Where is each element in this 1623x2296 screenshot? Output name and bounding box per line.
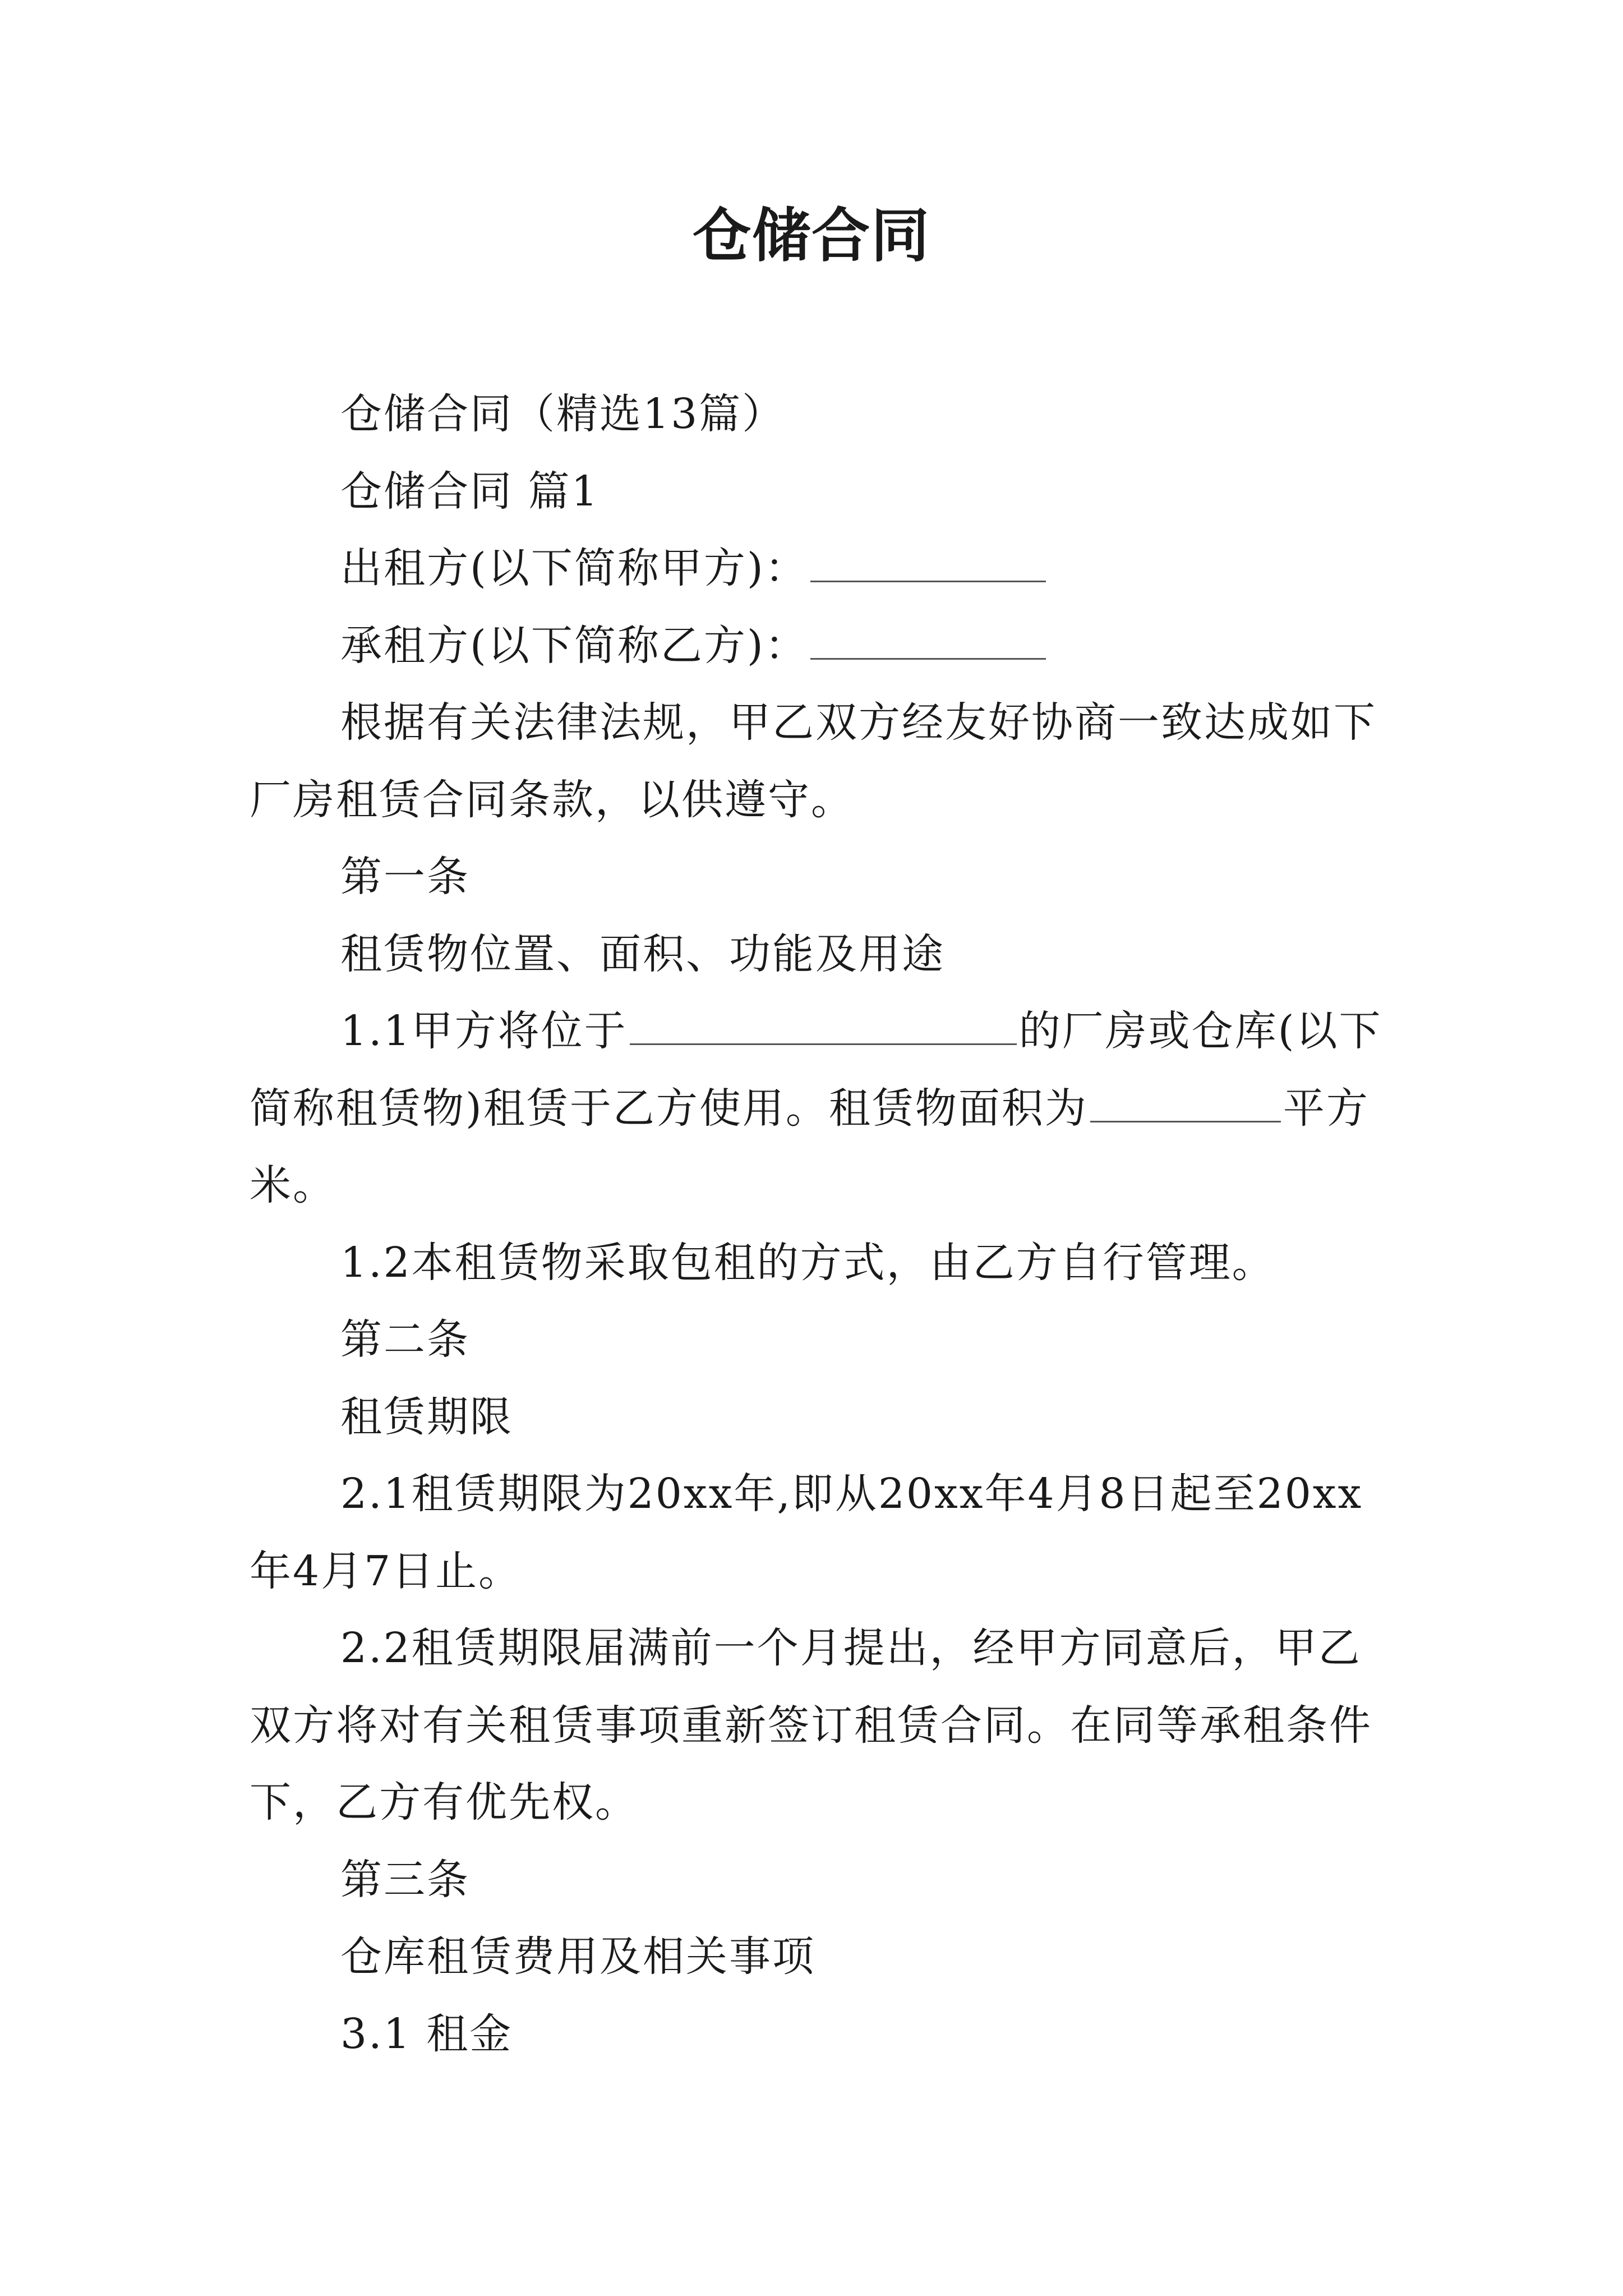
paragraph-preamble: 根据有关法律法规，甲乙双方经友好协商一致达成如下厂房租赁合同条款，以供遵守。 [250, 698, 1377, 824]
paragraph-article-3: 第三条 [340, 1855, 470, 1904]
paragraph-clause-2-2: 2.2租赁期限届满前一个月提出，经甲方同意后，甲乙双方将对有关租赁事项重新签订租赁合同。在同等承租条件下，乙方有优先权。 [250, 1624, 1372, 1826]
paragraph-section-heading: 仓储合同 篇1 [340, 467, 600, 516]
paragraph-article-2: 第二条 [340, 1315, 470, 1364]
paragraph-lessor [250, 530, 1388, 608]
clause-1-1-before: 1.1甲方将位于 [340, 1007, 628, 1055]
paragraph-clause-1-1 [250, 993, 1388, 1225]
clause-1-1-middle: 的厂房或仓库(以下简称租赁物)租赁于乙方使用。租赁物面积为 [250, 1007, 1382, 1133]
lessee-blank [810, 625, 1046, 660]
lessor-label: 出租方(以下简称甲方)： [340, 544, 808, 592]
location-blank [630, 1011, 1017, 1045]
document-body [250, 376, 1388, 2073]
paragraph-clause-2-1: 2.1租赁期限为20xx年,即从20xx年4月8日起至20xx年4月7日止。 [250, 1470, 1363, 1595]
paragraph-lessee [250, 608, 1388, 685]
paragraph-subtitle: 仓储合同（精选13篇） [340, 390, 786, 438]
area-blank [1090, 1088, 1281, 1122]
clause-1-1-after: 平方米。 [250, 1084, 1370, 1209]
paragraph-clause-1-2: 1.2本租赁物采取包租的方式，由乙方自行管理。 [340, 1238, 1275, 1287]
paragraph-article-2-title: 租赁期限 [340, 1392, 513, 1441]
paragraph-article-1: 第一条 [340, 853, 470, 901]
lessee-label: 承租方(以下简称乙方)： [340, 621, 808, 670]
paragraph-article-3-title: 仓库租赁费用及相关事项 [340, 1932, 815, 1981]
document-title: 仓储合同 [692, 201, 930, 270]
lessor-blank [810, 548, 1046, 582]
paragraph-article-1-title: 租赁物位置、面积、功能及用途 [340, 930, 945, 978]
paragraph-clause-3-1: 3.1 租金 [340, 2009, 513, 2058]
